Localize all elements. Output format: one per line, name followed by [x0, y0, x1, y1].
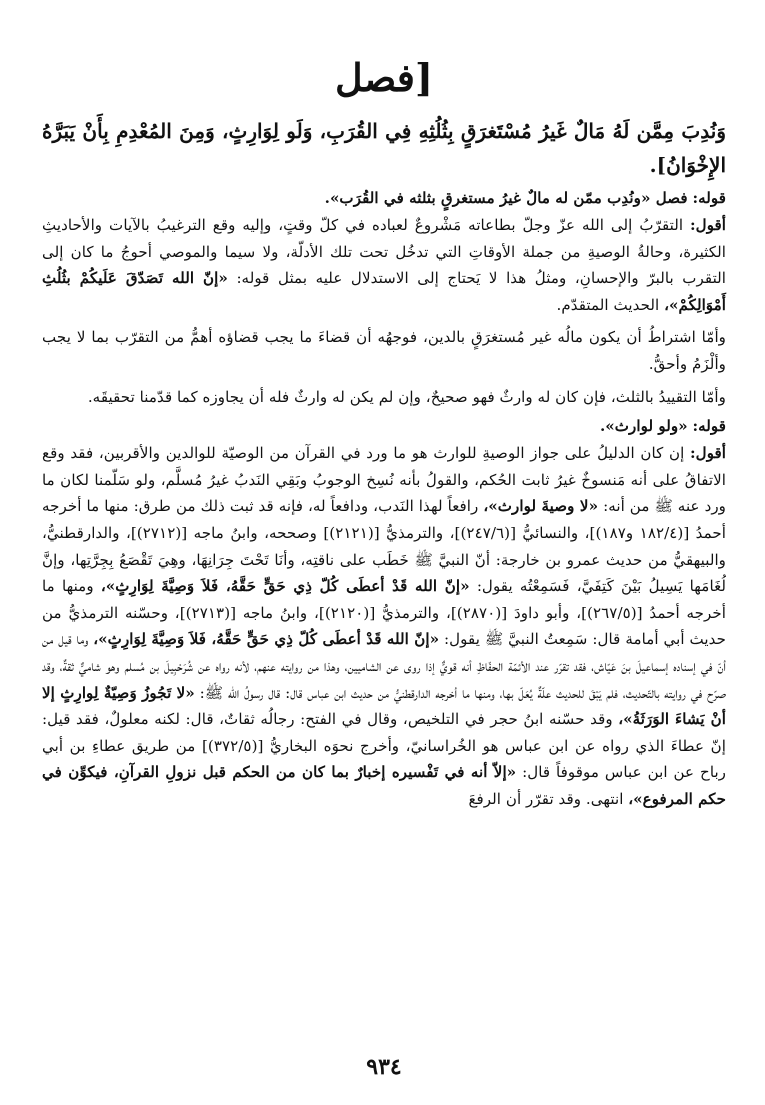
hadith-quote: «إلاّ أنه في تَفْسيره إخبارٌ بما كان من الحكم قبل نزولِ القرآنِ، فيكوِّن في حكم المرفوع»،	[42, 763, 726, 808]
answer-segment: ومنها ما أخرجه أحمدُ [(٢٦٧/٥)]، وأبو داودَ [(٢٨٧٠)]، والترمذيُّ [(٢١٢٠)]، وابنُ ماجه [(٢٧١٣)]، وحسّنه الترمذيُّ من حديث أبي أمامة قال: سَمِعتُ النبيَّ ﷺ يقول:	[42, 577, 727, 649]
hadith-quote: «إنّ الله قَدْ أعطَى كُلّ ذِي حَقٍّ حَقَّهُ، فَلاَ وَصِيَّةَ لِوَارِثٍ»،	[100, 577, 470, 596]
page-number: ٩٣٤	[366, 1054, 402, 1080]
answer-tail: الحديث المتقدّم.	[556, 295, 660, 314]
quote-text: فصل «ونُدِب ممّن له مالٌ غيرُ مستغرقٍ بثلثه في القُرَب».	[324, 189, 688, 207]
answer-segment: إن كان الدليلُ على جواز الوصيةِ للوارث هو ما ورد في القرآن من الوصيّة للوالدين والأقربين، فقد وقع الاتفاقُ على أنه مَنسوخٌ غيرُ ثابت الحُكم، والقولُ بأنه نُسِخ الوجوبُ وبَقِي النَدبُ غيرُ مُسلَّم، ولو سَلّمنا لكان ما ورد عنه ﷺ من أنه:	[42, 444, 727, 516]
paragraph-third-restriction: وأمّا التقييدُ بالثلث، فإن كان له وارثٌ فهو صحيحٌ، وإن لم يكن له وارثٌ فله أن يجاوزه كما قدّمنا تحقيقَه.	[87, 387, 726, 406]
matn-text: وَنُدِبَ مِمَّن لَهُ مَالٌ غَيرُ مُسْتَغرَقٍ بِثُلُثِهِ فِي القُرَبِ، وَلَو لِوَارِثٍ، وَمِنَ المُعْدِمِ بِأَنْ يَبَرَّهُ الإِخْوَانُ].	[42, 119, 726, 177]
quote-text: «ولو لوارث».	[599, 417, 688, 436]
answer-segment: انتهى. وقد تقرّر أن الرفعَ	[468, 789, 624, 808]
quote-label: قوله:	[692, 417, 726, 436]
answer-label: أقول:	[690, 444, 727, 463]
answer-segment: وقد حسّنه ابنُ حجر في التلخيص، وقال في الفتح: رجالُه ثقاتٌ، قال: لكنه معلولٌ، فقد قيل: إنّ عطاءَ الذي رواه عن ابن عباس هو الخُراسانيّ، وأخرج نحوَه البخاريُّ [(٣٧٢/٥)] من طريق عطاءِ بن أبي رباح عن ابن عباس موقوفاً قال:	[42, 710, 727, 782]
section-heading: [فصل	[335, 55, 433, 100]
quote-label: قوله:	[692, 189, 726, 207]
paragraph-debt-condition: وأمّا اشتراطُ أن يكون مالُه غير مُستغرَقٍ بالدين، فوجهُه أن قضاءَ ما يجب قضاؤه أهمُّ من التقرّب بما لا يجب وألْزَمُ وأحقُّ.	[42, 328, 726, 373]
answer-text: التقرّبُ إلى الله عزّ وجلّ بطاعاته مَشْروعٌ لعباده في كلّ وقتٍ، وإليه وقع الترغيبُ بالآيات والأحاديثِ الكثيرة، وحالةُ الوصيةِ من جملة الأوقاتِ التي تدخُل تحت تلك الأدلّة، ولا سيما والموصي أحوجُ ما كان إلى التقرب بالبرّ والإحسانِ، ومثلُ هذا لا يَحتاج إلى الاستدلال عليه بمثل قوله:	[42, 216, 727, 288]
answer-segment: وما قيل من أنّ في إسناده إسماعيلَ بنَ عَيّاش، فقد تقرّر عند الأئمّة الحفّاظِ أنه قويٌّ إذا روى عن الشاميين، وهذا من روايته عنهم، لأنه رواه عن شُرَحْبِيلَ بن مُسلم وهو شاميٌّ ثقةٌ، وقد صرّح في روايته بالتّحديث، فلم يَبْقَ للحديث علّةٌ يُعَلّ بها، ومنها ما أخرجه الدارقطنيُّ من حديث ابن عباس قال: قال رسولُ الله ﷺ:	[42, 630, 726, 702]
answer-label: أقول:	[690, 216, 727, 234]
answer-paragraph-1	[42, 212, 726, 318]
hadith-quote: «لا تَجُوزُ وَصِيّةٌ لِوارِثٍ إلا أنْ يَشاءَ الوَرَثَةُ»،	[42, 683, 726, 729]
commentary-quote-2	[42, 412, 726, 440]
hadith-quote: «لا وصيةَ لوارث»،	[483, 497, 599, 516]
hadith-quote: «إنّ الله قَدْ أعطَى كُلّ ذِي حَقٍّ حَقَّهُ، فَلاَ وَصِيَّةَ لِوَارِثٍ»،	[93, 630, 440, 649]
answer-segment: رافعاً لهذا النَدب، ودافعاً له، فإنه قد ثبت ذلك من طرق: منها ما أخرجه أحمدُ [(١٨٢/٤ و١٨٧)]، والنسائيُّ [(٢٤٧/٦)]، والترمذيُّ [(٢١٢١)] وصححه، وابنُ ماجه [(٢٧١٢)]، والدارقطنيُّ، والبيهقيُّ من حديث عمرو بن خارجة: أنّ النبيَّ ﷺ خَطَب على ناقتِه، وأنَا تَحْتَ جِرَانِهَا، وهِيَ تَقْصَعُ بِجِرَّتِها، وإنَّ لُغَامَها يَسِيلُ بَيْنَ كَتِفَيَّ، فَسَمِعْتُه يقول:	[42, 497, 727, 596]
hadith-quote: «إنّ الله تَصَدّقَ عَلَيكُمْ بثُلُثِ أَمْوَالِكُمْ»،	[42, 269, 726, 314]
answer-paragraph-2	[42, 440, 726, 812]
commentary-quote-1	[42, 184, 726, 212]
book-page	[42, 40, 726, 1080]
